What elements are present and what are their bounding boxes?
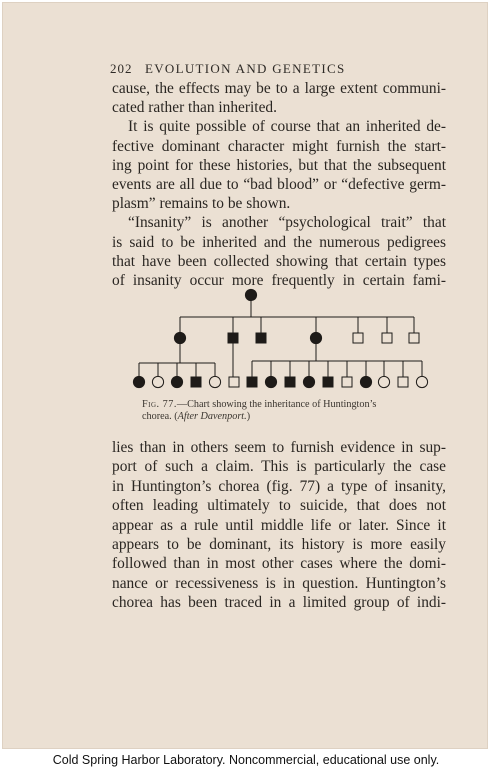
unaffected-male-symbol bbox=[398, 377, 408, 387]
text-line: of insanity occur more frequently in certain fami- bbox=[112, 272, 446, 290]
text-line: is said to be inherited and the numerous pedigrees bbox=[112, 233, 446, 251]
running-title: EVOLUTION AND GENETICS bbox=[145, 61, 346, 76]
affected-female-symbol bbox=[310, 332, 321, 343]
unaffected-male-symbol bbox=[409, 333, 419, 343]
page-number: 202 bbox=[110, 61, 133, 76]
text-line: lies than in others seem to furnish evidence in sup- bbox=[112, 439, 446, 456]
caption-label: Fig. 77. bbox=[142, 399, 177, 410]
affected-female-symbol bbox=[245, 289, 256, 300]
unaffected-male-symbol bbox=[353, 333, 363, 343]
text-line: events are all due to “bad blood” or “defective germ- bbox=[112, 176, 446, 194]
unaffected-female-symbol bbox=[152, 376, 163, 387]
affected-male-symbol bbox=[256, 333, 266, 343]
text-line: followed than in most other cases where the domi- bbox=[112, 555, 446, 573]
paragraph-1 bbox=[112, 79, 446, 117]
caption-credit: After Davenport. bbox=[177, 411, 247, 422]
text-line: cated rather than inherited. bbox=[112, 99, 277, 117]
running-header bbox=[110, 61, 378, 77]
paragraph-3 bbox=[112, 213, 446, 290]
book-page bbox=[2, 2, 488, 749]
text-line: plasm” remains to be shown. bbox=[112, 195, 291, 213]
unaffected-male-symbol bbox=[342, 377, 352, 387]
unaffected-female-symbol bbox=[209, 376, 220, 387]
figure-caption bbox=[142, 399, 432, 423]
affected-female-symbol bbox=[265, 376, 276, 387]
body-text-top bbox=[112, 79, 446, 290]
body-text-bottom bbox=[112, 438, 446, 613]
text-line: appear as a rule until middle life or later. Since it bbox=[112, 516, 446, 534]
affected-male-symbol bbox=[285, 377, 295, 387]
unaffected-male-symbol bbox=[382, 333, 392, 343]
caption-text: —Chart showing the inheritance of Huntington’s bbox=[176, 399, 377, 410]
text-line: fective dominant character might furnish the start- bbox=[112, 137, 446, 155]
text-line: chorea has been traced in a limited group of indi- bbox=[112, 594, 446, 612]
text-line: It is quite possible of course that an inherited de- bbox=[128, 118, 446, 136]
text-line: that have been collected showing that certain types bbox=[112, 252, 446, 270]
text-line: in Huntington’s chorea (fig. 77) a type of insanity, bbox=[112, 477, 446, 495]
affected-male-symbol bbox=[323, 377, 333, 387]
affected-male-symbol bbox=[247, 377, 257, 387]
text-line: “Insanity” is another “psychological trait” that bbox=[128, 214, 446, 232]
archive-footer: Cold Spring Harbor Laboratory. Noncommercial, educational use only. bbox=[52, 753, 440, 767]
text-line: often leading ultimately to suicide, that does not bbox=[112, 497, 446, 515]
affected-male-symbol bbox=[191, 377, 201, 387]
text-line: ing point for these histories, but that the subsequent bbox=[112, 156, 446, 174]
unaffected-male-symbol bbox=[229, 377, 239, 387]
affected-female-symbol bbox=[171, 376, 182, 387]
unaffected-female-symbol bbox=[416, 376, 427, 387]
text-line: nance or recessiveness is in question. Huntington’s bbox=[112, 574, 446, 592]
affected-female-symbol bbox=[174, 332, 185, 343]
affected-female-symbol bbox=[133, 376, 144, 387]
affected-male-symbol bbox=[228, 333, 238, 343]
caption-prefix: chorea. ( bbox=[142, 411, 178, 422]
text-line: appears to be dominant, its history is more easily bbox=[112, 536, 446, 554]
paragraph-2 bbox=[112, 117, 446, 213]
text-line: port of such a claim. This is particularly the case bbox=[112, 458, 446, 476]
caption-suffix: ) bbox=[246, 411, 251, 422]
unaffected-female-symbol bbox=[378, 376, 389, 387]
pedigree-chart bbox=[122, 284, 442, 394]
affected-female-symbol bbox=[303, 376, 314, 387]
affected-female-symbol bbox=[360, 376, 371, 387]
text-line: cause, the effects may be to a large extent communi- bbox=[112, 80, 446, 97]
